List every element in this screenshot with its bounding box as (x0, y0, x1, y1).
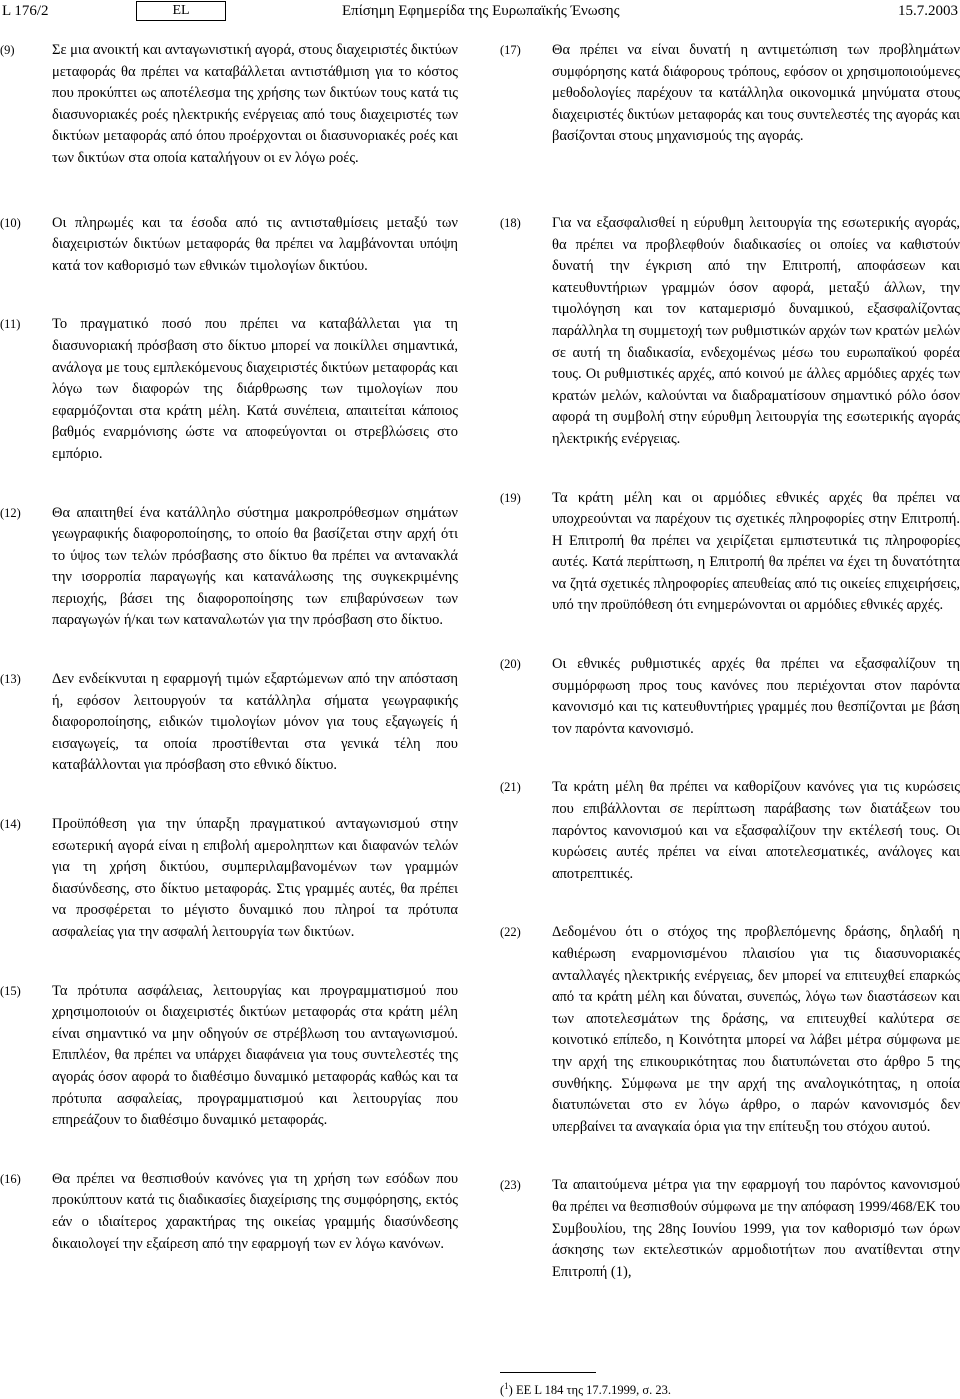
recital-text: Θα πρέπει να είναι δυνατή η αντιμετώπιση των προβλημάτων συμφόρησης κατά διάφορους τρόπους, εφόσον οι χρησιμοποιούμενες μεθοδολογίες παρέχουν τα κατάλληλα οικονομικά μηνύματα στους διαχειριστές δικτύων μεταφοράς και τους συντελεστές της αγοράς και βασίζονται στους μηχανισμούς της αγοράς. (552, 42, 960, 145)
recital-20 (500, 654, 960, 740)
recital-number: (22) (500, 925, 521, 940)
recital-number: (15) (0, 983, 21, 998)
recital-22 (500, 922, 960, 1138)
recital-text: Δεδομένου ότι ο στόχος της προβλεπόμενης δράσης, δηλαδή η καθιέρωση εναρμονισμένου πλαισίου για τις διασυνοριακές ανταλλαγές ηλεκτρικής ενέργειας, δεν μπορεί να επιτευχθεί επαρκώς από τα κράτη μέλη και δύναται, συνεπώς, λόγω των διαστάσεων και των αποτελεσμάτων της δράσης, να επιτευχθεί καλύτερα σε κοινοτικό επίπεδο, η Κοινότητα μπορεί να λάβει μέτρα σύμφωνα με την αρχή της επικουρικότητας που διατυπώνεται στο άρθρο 5 της συνθήκης. Σύμφωνα με την αρχή της αναλογικότητας, η οποία διατυπώνεται στο εν λόγω άρθρο, ο παρών κανονισμός δεν υπερβαίνει τα αναγκαία όρια για την επίτευξη του στόχου αυτού. (552, 924, 960, 1135)
recital-text: Τα πρότυπα ασφάλειας, λειτουργίας και προγραμματισμού που χρησιμοποιούν οι διαχειριστές δικτύων μεταφοράς στα κράτη μέλη είναι σημαντικό να μην οδηγούν σε στρέβλωση του ανταγωνισμού. Επιπλέον, θα πρέπει να υπάρχει διαφάνεια για τους συντελεστές της αγοράς όσον αφορά το διαθέσιμο δυναμικό μεταφοράς καθώς και τα πρότυπα ασφαλείας, προγραμματισμού και λειτουργίας που επηρεάζουν το διαθέσιμο δυναμικό μεταφοράς. (52, 982, 458, 1129)
recital-number: (19) (500, 490, 521, 505)
recital-number: (20) (500, 657, 521, 672)
footnote-text: ΕΕ L 184 της 17.7.1999, σ. 23. (515, 1383, 672, 1398)
recital-text: Τα απαιτούμενα μέτρα για την εφαρμογή του παρόντος κανονισμού θα πρέπει να θεσπισθούν σύμφωνα με την απόφαση 1999/468/ΕΚ του Συμβουλίου, της 28ης Ιουνίου 1999, για τον καθορισμό των όρων άσκησης των εκτελεστικών αρμοδιοτήτων που ανατίθενται στην Επιτροπή (1), (552, 1177, 960, 1280)
recital-number: (12) (0, 505, 21, 520)
recital-15 (0, 981, 458, 1132)
recital-number: (23) (500, 1178, 521, 1193)
footnote-divider (500, 1372, 596, 1373)
journal-title: Επίσημη Εφημερίδα της Ευρωπαϊκής Ένωσης (342, 3, 620, 19)
recital-text: Σε μια ανοικτή και ανταγωνιστική αγορά, στους διαχειριστές δικτύων μεταφοράς θα πρέπει να καταβάλλεται αντιστάθμιση για το κόστος που προκύπτει ως αποτέλεσμα της χρήσης των δικτύων τους κατά τις διασυνοριακές ροές ηλεκτρικής ενέργειας από τους διαχειριστές των δικτύων μεταφοράς από όπου προέρχονται οι διασυνοριακές ροές και των δικτύων στα οποία καταλήγουν οι εν λόγω ροές. (52, 42, 458, 166)
recital-text: Τα κράτη μέλη θα πρέπει να καθορίζουν κανόνες για τις κυρώσεις που επιβάλλονται σε περίπτωση παράβασης των διατάξεων του παρόντος κανονισμού και να εξασφαλίζουν την εκτέλεσή τους. Οι κυρώσεις αυτές πρέπει να είναι αποτελεσματικές, ανάλογες και αποτρεπτικές. (552, 779, 960, 882)
recital-text: Προϋπόθεση για την ύπαρξη πραγματικού ανταγωνισμού στην εσωτερική αγορά είναι η επιβολή αμεροληπτων και διαφανών τελών για τη χρήση δικτύου, συμπεριλαμβανομένων των γραμμών διασύνδεσης, στο δίκτυο μεταφοράς. Στις γραμμές αυτές, θα πρέπει να προσφέρεται το μέγιστο δυναμικό που πληροί τα πρότυπα ασφαλείας για την ασφαλή λειτουργία των δικτύων. (52, 816, 458, 940)
recital-13 (0, 669, 458, 777)
recital-text: Θα πρέπει να θεσπισθούν κανόνες για τη χρήση των εσόδων που προκύπτουν κατά τις διαδικασίες διαχείρισης της συμφόρησης, εκτός εάν ο ιδιαίτερος χαρακτήρας της οικείας γραμμής διασύνδεσης δικαιολογεί την εξαίρεση από την εφαρμογή των εν λόγω κανόνων. (52, 1170, 458, 1252)
recital-19 (500, 488, 960, 618)
recital-number: (10) (0, 215, 21, 230)
recital-number: (13) (0, 672, 21, 687)
recital-9 (0, 40, 458, 170)
page-header (0, 0, 960, 24)
publication-date: 15.7.2003 (898, 3, 958, 19)
recital-16 (0, 1169, 458, 1255)
recital-text: Οι εθνικές ρυθμιστικές αρχές θα πρέπει να εξασφαλίζουν τη συμμόρφωση προς τους κανόνες που περιέχονται στον παρόντα κανονισμό και τις κατευθυντήριες γραμμές που θεσπίζονται με βάση τον παρόντα κανονισμό. (552, 656, 960, 737)
right-column (500, 40, 960, 1283)
recital-12 (0, 503, 458, 633)
recital-number: (16) (0, 1171, 21, 1186)
recital-text: Το πραγματικό ποσό που πρέπει να καταβάλλεται για τη διασυνοριακή πρόσβαση στο δίκτυο μπορεί να ποικίλλει σημαντικά, ανάλογα με τους εμπλεκόμενους διαχειριστές δικτύων μεταφοράς και λόγω των διαφορών της διάρθρωσης των τιμολογίων που εφαρμόζονται στα κράτη μέλη. Κατά συνέπεια, απαιτείται κάποιος βαθμός εναρμόνισης ώστε να αποφεύγονται οι στρεβλώσεις στο εμπόριο. (52, 316, 458, 462)
recital-14 (0, 814, 458, 944)
recital-number: (18) (500, 215, 521, 230)
recital-18 (500, 213, 960, 451)
journal-reference: L 176/2 (2, 3, 49, 19)
left-column (0, 40, 458, 1255)
recital-number: (11) (0, 317, 21, 332)
recital-23 (500, 1175, 960, 1283)
recital-17 (500, 40, 960, 148)
recital-21 (500, 777, 960, 885)
recital-text: Δεν ενδείκνυται η εφαρμογή τιμών εξαρτώμενων από την απόσταση ή, εφόσον λειτουργούν τα κατάλληλα σήματα γεωγραφικής διαφοροποίησης, ειδικών τιμολογίων μόνον για τους εξαγωγείς ή εισαγωγείς, τα οποία προστίθενται στα γενικά τέλη που καταβάλλονται για πρόσβαση στο εθνικό δίκτυο. (52, 671, 458, 774)
footnote-marker: 1 (504, 1381, 509, 1391)
recital-number: (17) (500, 43, 521, 57)
recital-text: Οι πληρωμές και τα έσοδα από τις αντισταθμίσεις μεταξύ των διαχειριστών δικτύων μεταφοράς θα πρέπει να λαμβάνονται υπόψη κατά τον καθορισμό των εθνικών τιμολογίων δικτύου. (52, 214, 458, 274)
recital-number: (9) (0, 43, 15, 57)
language-code-box: EL (136, 1, 226, 21)
recital-number: (21) (500, 780, 521, 795)
recital-text: Τα κράτη μέλη και οι αρμόδιες εθνικές αρχές θα πρέπει να υποχρεούνται να παρέχουν τις σχετικές πληροφορίες στην Επιτροπή. Η Επιτροπή θα πρέπει να χειρίζεται εμπιστευτικά τις πληροφορίες αυτές. Κατά περίπτωση, η Επιτροπή θα πρέπει να έχει τη δυνατότητα να ζητά σχετικές πληροφορίες απευθείας από τις οικείες επιχειρήσεις, υπό την προϋπόθεση ότι ενημερώνονται οι αρμόδιες εθνικές αρχές. (552, 489, 960, 614)
footnote: ($^1$) ΕΕ L 184 της 17.7.1999, σ. 23. (500, 1381, 672, 1398)
recital-number: (14) (0, 817, 21, 832)
recital-text: Θα απαιτηθεί ένα κατάλληλο σύστημα μακροπρόθεσμων σημάτων γεωγραφικής διαφοροποίησης, το οποίο θα βασίζεται στην αρχή ότι το ύψος των τελών πρόσβασης στο δίκτυο θα πρέπει να αντανακλά την ισορροπία παραγωγής και κατανάλωσης της συγκεκριμένης περιοχής, βάσει της διαφοροποίησης των επιβαρύνσεων των παραγωγών ή/και των καταναλωτών για την πρόσβαση στο δίκτυο. (52, 504, 458, 629)
recital-10 (0, 213, 458, 278)
recital-11 (0, 314, 458, 465)
recital-text: Για να εξασφαλισθεί η εύρυθμη λειτουργία της εσωτερικής αγοράς, θα πρέπει να προβλεφθούν διαδικασίες οι οποίες να καθιστούν δυνατή την έγκριση από την Επιτροπή, αποφάσεων και κατευθυντήριων γραμμών όσον αφορά, μεταξύ άλλων, την τιμολόγηση και τον καταμερισμό δυναμικού, εξασφαλίζοντας παράλληλα τη συμμετοχή των ρυθμιστικών αρχών των κρατών μελών σε αυτή τη διαδικασία, ενδεχομένως μέσω του ευρωπαϊκού φορέα τους. Οι ρυθμιστικές αρχές, από κοινού με άλλες αρμόδιες αρχές των κρατών μελών, καλούνται να διαδραματίσουν σημαντικό ρόλο όσον αφορά τη συμβολή στην εύρυθμη λειτουργία της εσωτερικής αγοράς ηλεκτρικής ενέργειας. (552, 214, 960, 447)
